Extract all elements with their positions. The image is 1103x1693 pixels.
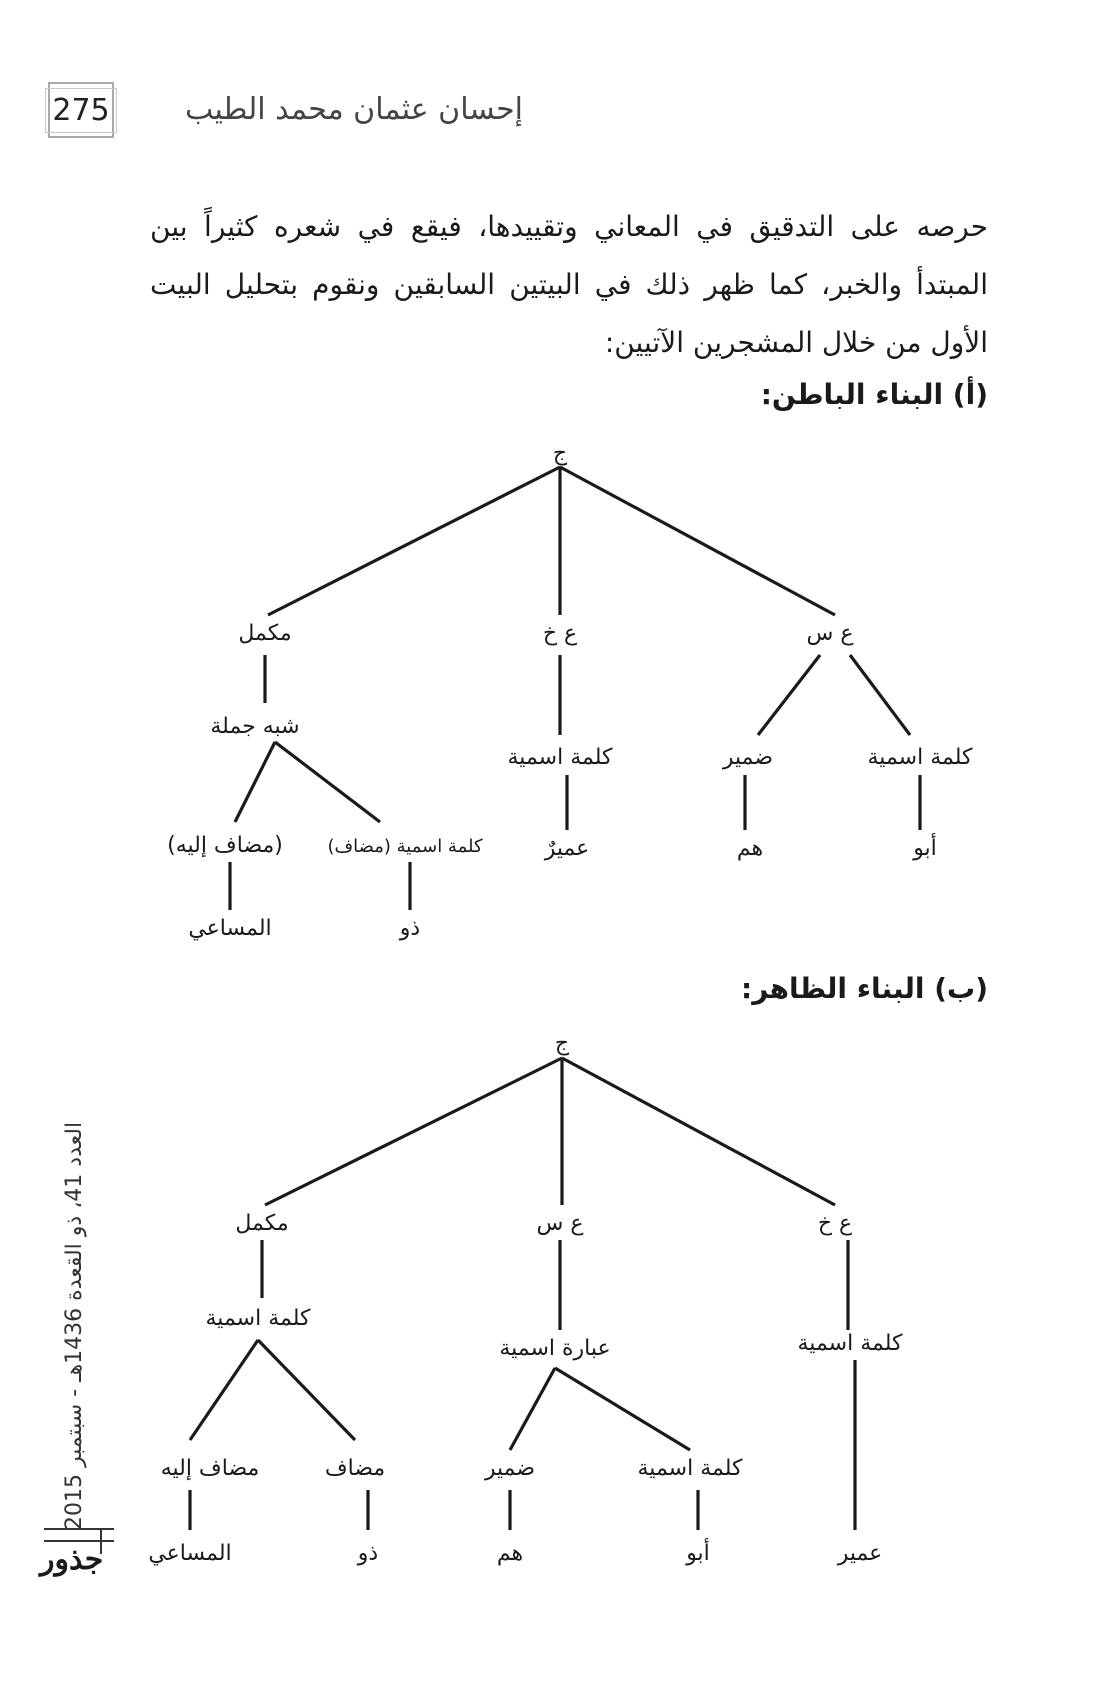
tree-b-edge <box>258 1340 355 1440</box>
tree-b-edge <box>190 1340 258 1440</box>
page-number <box>48 82 114 138</box>
tree-a-node-mudaf-ilayh: (مضاف إليه) <box>167 833 283 858</box>
tree-a-edge <box>850 655 910 735</box>
tree-a-edge <box>758 655 820 735</box>
tree-b-leaf-masai: المساعي <box>148 1541 232 1566</box>
tree-a-edge <box>560 467 835 615</box>
tree-b-edge <box>510 1368 555 1450</box>
tree-a-edge <box>268 467 560 615</box>
tree-a-heading: (أ) البناء الباطن: <box>760 378 988 411</box>
issue-info: العدد 41، ذو القعدة 1436هـ - سبتمبر 2015 <box>62 1121 87 1530</box>
tree-a-edge <box>275 742 380 822</box>
logo-rule <box>44 1528 114 1542</box>
tree-a-leaf-hum: هم <box>736 836 764 861</box>
tree-b-node-mudaf: مضاف <box>324 1456 386 1481</box>
body-paragraph: حرصه على التدقيق في المعاني وتقييدها، فيقع في شعره كثيراً بين المبتدأ والخبر، كما ظهر ذلك في البيتين السابقين ونقوم بتحليل البيت الأول من خلال المشجرين الآتيين: <box>150 210 988 359</box>
tree-a-root: ج <box>552 441 568 466</box>
tree-a-node-kalima-right: كلمة اسمية <box>867 745 973 770</box>
tree-a-node-mukammil: مكمل <box>238 621 292 646</box>
tree-a-node-kalima-mudaf: كلمة اسمية (مضاف) <box>327 836 483 857</box>
tree-a-node-kalima-center: كلمة اسمية <box>507 745 613 770</box>
tree-b-leaf-hum: هم <box>496 1541 524 1566</box>
tree-b-heading: (ب) البناء الظاهر: <box>741 972 988 1005</box>
tree-b-node-mudaf-ilayh: مضاف إليه <box>160 1456 260 1481</box>
tree-a-node-damir: ضمير <box>722 745 774 770</box>
tree-b-node-damir: ضمير <box>484 1456 536 1481</box>
tree-b-node-kalima-abu: كلمة اسمية <box>637 1456 743 1481</box>
journal-logo: جذور <box>40 1542 104 1577</box>
tree-b-node-ayn-sin: ع س <box>536 1211 584 1236</box>
tree-b-edge <box>265 1058 562 1205</box>
tree-b-leaf-umayr: عمير <box>837 1541 883 1566</box>
tree-b-edge <box>555 1368 690 1450</box>
tree-b-node-ayn-kha: ع خ <box>817 1211 853 1236</box>
tree-a-node-ayn-sin: ع س <box>806 621 854 646</box>
tree-a-leaf-dhu: ذو <box>399 916 421 941</box>
tree-b-root: ج <box>554 1031 570 1056</box>
tree-b-node-kalima-right: كلمة اسمية <box>797 1331 903 1356</box>
tree-a-leaf-abu: أبو <box>913 836 937 861</box>
tree-b-node-ibara: عبارة اسمية <box>499 1336 611 1361</box>
tree-b-node-mukammil: مكمل <box>235 1211 289 1236</box>
tree-b-node-kalima-left: كلمة اسمية <box>205 1306 311 1331</box>
tree-a-leaf-umayr: عميرٌ <box>544 836 590 861</box>
page-number-text: 275 <box>45 88 116 133</box>
tree-a-edge <box>235 742 275 822</box>
running-head: إحسان عثمان محمد الطيب <box>184 92 523 127</box>
tree-a-leaf-masai: المساعي <box>188 916 272 941</box>
tree-b-leaf-dhu: ذو <box>357 1541 379 1566</box>
tree-b-leaf-abu: أبو <box>686 1541 710 1566</box>
tree-b-edge <box>562 1058 835 1205</box>
tree-a-node-ayn-kha: ع خ <box>542 621 578 646</box>
tree-a-node-shibh-jumla: شبه جملة <box>210 714 300 739</box>
